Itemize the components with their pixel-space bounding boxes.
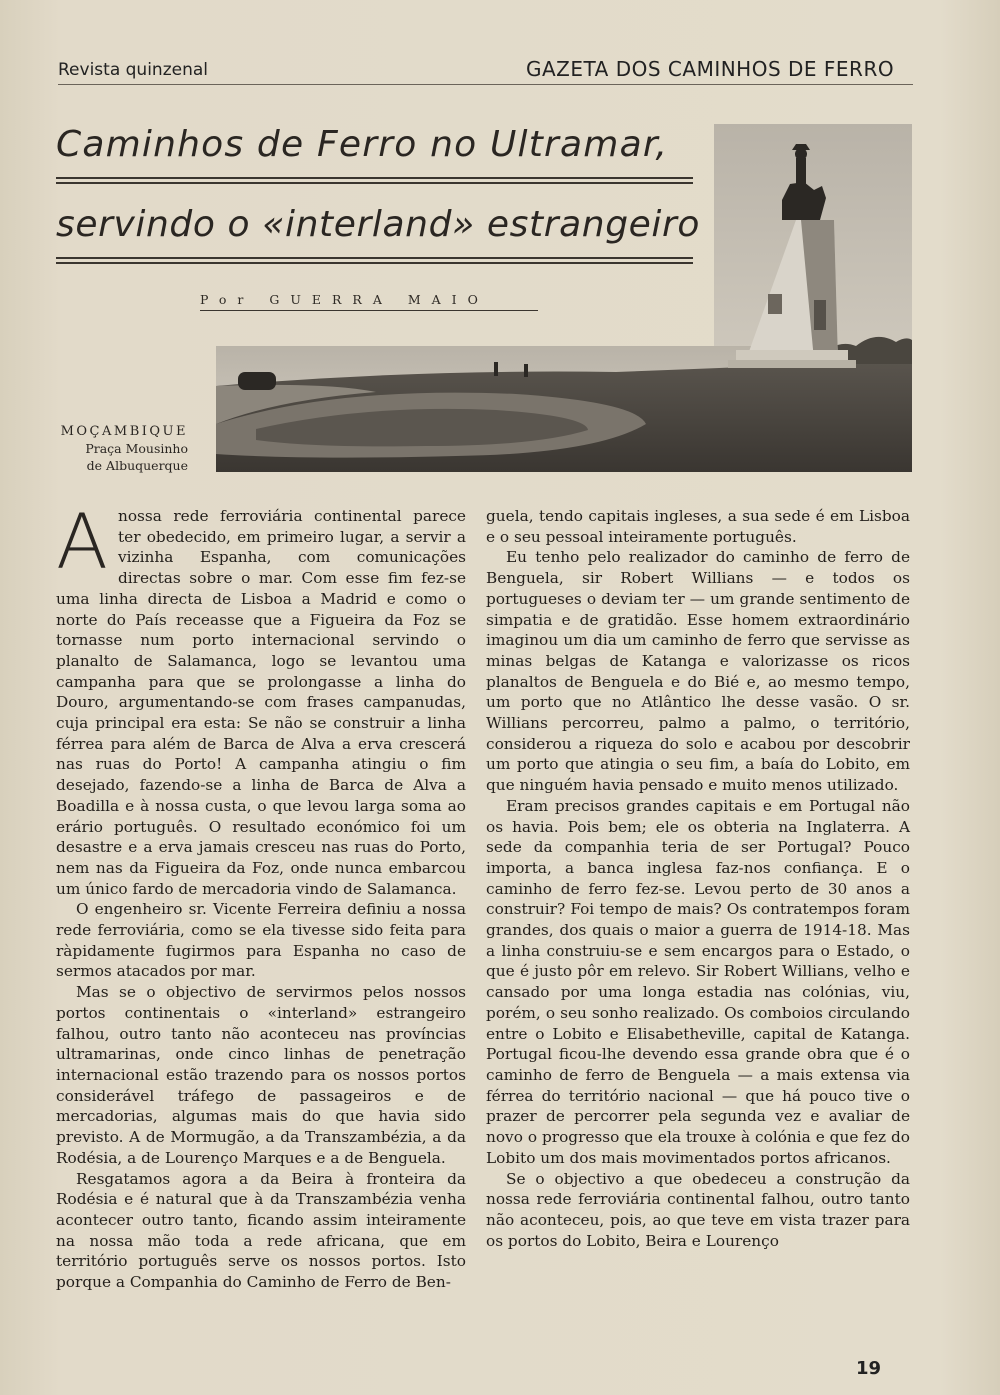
paragraph: Se o objectivo a que obedeceu a construção da nossa rede ferroviária continental falhou, outro tanto não aconteceu, pois, ao que teve em vista trazer para os portos do Lobito, Beira e Lourenço	[486, 1169, 910, 1250]
page-number: 19	[856, 1358, 882, 1379]
paragraph: Eu tenho pelo realizador do caminho de ferro de Benguela, sir Robert Willians — e todos os portugueses o deviam ter — um grande sentimento de simpatia e de gratidão. Esse homem extraordinário imaginou um dia um caminho de ferro que servisse as minas belgas de Katanga e valorizasse os ricos planaltos de Benguela e do Bié e, ao mesmo tempo, um porto que no Atlântico lhe desse vasão. O sr. Willians percorreu, palmo a palmo, o território, considerou a riqueza do solo e acabou por descobrir um porto que atingia o seu fim, a baía do Lobito, em que ninguém havia pensado e muito menos utilizado.	[486, 548, 910, 795]
caption-line: Praça Mousinho	[85, 441, 188, 456]
title-rule	[56, 262, 693, 264]
header-right: GAZETA DOS CAMINHOS DE FERRO	[526, 57, 895, 81]
drop-cap: A	[56, 497, 108, 586]
article-title-line-2: servindo o «interland» estrangeiro	[56, 204, 701, 245]
paragraph: Resgatamos agora a da Beira à fronteira da Rodésia e é natural que à da Transzambézia venha acontecer outro tanto, ficando assim inteiramente na nossa mão toda a rede africana, que em território português serve os nossos portos. Isto porque a Companhia do Caminho de Ferro de Ben-	[56, 1169, 466, 1292]
paragraph: Mas se o objectivo de servirmos pelos nossos portos continentais o «interland» estrangeiro falhou, outro tanto não aconteceu nas províncias ultramarinas, onde cinco linhas de penetração internacional estão trazendo para os nossos portos considerável tráfego de passageiros e de mercadorias, algumas mais do que havia sido previsto. A de Mormugão, a da Transzambézia, a da Rodésia, a de Lourenço Marques e a de Benguela.	[56, 983, 466, 1167]
author-byline: Por GUERRA MAIO	[200, 292, 489, 307]
title-rule	[56, 257, 693, 259]
title-rule	[56, 177, 693, 179]
title-rule	[56, 182, 693, 184]
article-column-left	[56, 497, 466, 1293]
photo-caption	[40, 423, 188, 474]
paragraph: O engenheiro sr. Vicente Ferreira definiu a nossa rede ferroviária, como se ela tivesse sido feita para ràpidamente fugirmos para Espanha no caso de sermos atacados por mar.	[56, 900, 466, 981]
article-title-line-1: Caminhos de Ferro no Ultramar,	[56, 124, 669, 165]
paragraph: Anossa rede ferroviária continental parece ter obedecido, em primeiro lugar, a servir a vizinha Espanha, com comunicações directas sobre o mar. Com esse fim fez-se uma linha directa de Lisboa a Madrid e como o norte do País receasse que a Figueira da Foz se tornasse num porto internacional servindo o planalto de Salamanca, logo se levantou uma campanha para que se prolongasse a linha do Douro, argumentando-se com frases campanudas, cuja principal era esta: Se não se construir a linha férrea para além de Barca de Alva a erva crescerá nas ruas do Porto! A campanha atingiu o fim desejado, fazendo-se a linha de Barca de Alva a Boadilla e à nossa custa, o que levou larga soma ao erário português. O resultado económico foi um desastre e a erva jamais cresceu nas ruas do Porto, nem nas da Figueira da Foz, onde nunca embarcou um único fardo de mercadoria vindo de Salamanca.	[56, 497, 466, 898]
header-left: Revista quinzenal	[58, 60, 208, 80]
paragraph: Eram precisos grandes capitais e em Portugal não os havia. Pois bem; ele os obteria na Inglaterra. A sede da companhia teria de ser Portugal? Pouco importa, a banca inglesa faz-nos confiança. E o caminho de ferro fez-se. Levou perto de 30 anos a construir? Foi tempo de mais? Os contratempos foram grandes, dos quais o maior a guerra de 1914-18. Mas a linha construiu-se e sem encargos para o Estado, o que é justo pôr em relevo. Sir Robert Willians, velho e cansado por uma longa estadia nas colónias, viu, porém, o seu sonho realizado. Os comboios circulando entre o Lobito e Elisabetheville, capital de Katanga. Portugal ficou-lhe devendo essa grande obra que é o caminho de ferro de Benguela — a mais extensa via férrea do território nacional — que há pouco tive o prazer de percorrer pela segunda vez e avaliar de novo o progresso que ela trouxe à colónia e que fez do Lobito um dos mais movimentados portos africanos.	[486, 796, 910, 1167]
caption-line: de Albuquerque	[86, 458, 188, 473]
article-column-right	[486, 506, 910, 1251]
header-rule	[58, 84, 913, 85]
byline-rule	[200, 310, 538, 311]
paragraph: guela, tendo capitais ingleses, a sua sede é em Lisboa e o seu pessoal inteiramente português.	[486, 507, 910, 546]
caption-place: MOÇAMBIQUE	[60, 424, 188, 439]
